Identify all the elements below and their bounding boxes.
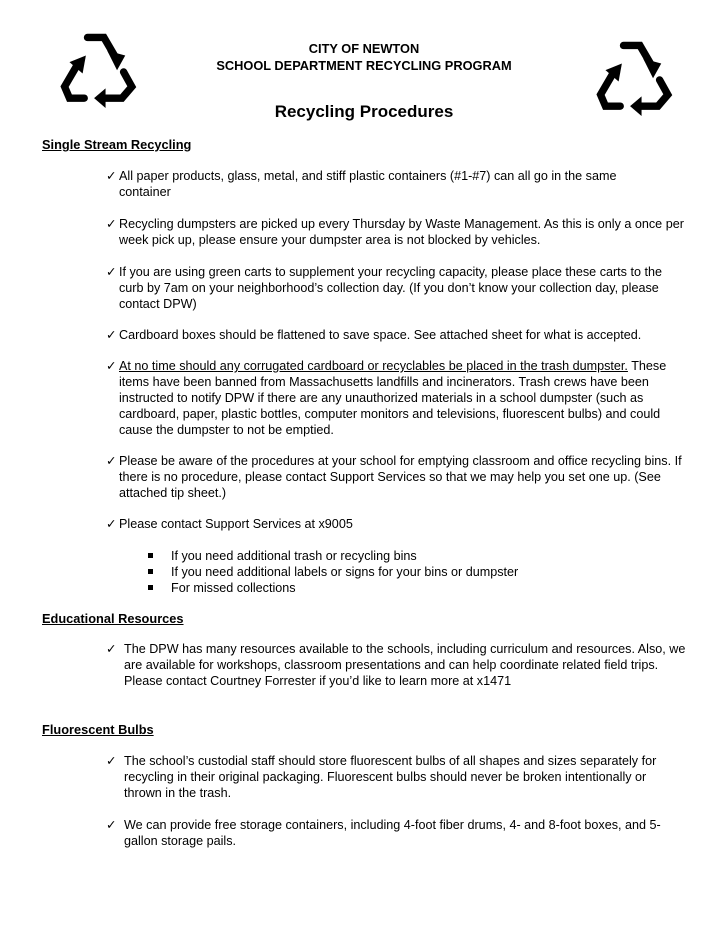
checkmark-icon: ✓: [106, 328, 117, 342]
section-heading-single-stream: Single Stream Recycling: [42, 137, 192, 152]
checkmark-icon: ✓: [106, 454, 117, 468]
checkmark-icon: ✓: [106, 265, 117, 279]
list-item: ✓ The school’s custodial staff should store fluorescent bulbs of all shapes and sizes separately for recycling in their original packaging. Fluorescent bulbs should never be broken intentionally or thrown in the trash.: [106, 754, 657, 800]
checkmark-icon: ✓: [106, 818, 117, 832]
checkmark-icon: ✓: [106, 754, 117, 768]
list-item: ✓ Recycling dumpsters are picked up every Thursday by Waste Management. As this is only a once per week pick up, please ensure your dumpster area is not blocked by vehicles.: [106, 217, 684, 247]
checkmark-icon: ✓: [106, 359, 117, 373]
page-title: Recycling Procedures: [274, 102, 454, 121]
city-name: CITY OF NEWTON: [308, 41, 420, 56]
list-item: ✓ Please be aware of the procedures at your school for emptying classroom and office recycling bins. If there is no procedure, please contact Support Services so that we may help you set one up. (See attached tip sheet.): [106, 454, 682, 500]
checkmark-icon: ✓: [106, 169, 117, 183]
square-bullet-icon: [148, 569, 153, 574]
document-header: [0, 40, 728, 121]
program-name: SCHOOL DEPARTMENT RECYCLING PROGRAM: [216, 58, 512, 73]
checkmark-icon: ✓: [106, 642, 117, 656]
list-item: ✓ All paper products, glass, metal, and stiff plastic containers (#1-#7) can all go in the same container: [106, 169, 617, 199]
list-item: ✓ Please contact Support Services at x9005: [106, 517, 353, 531]
list-item: ✓ The DPW has many resources available to the schools, including curriculum and resources. Also, we are available for workshops, classroom presentations and can help coordinate related field trips. Please contact Courtney Forrester if you’d like to learn more at x1471: [106, 642, 686, 688]
list-item: ✓ At no time should any corrugated cardboard or recyclables be placed in the trash dumpster. These items have been banned from Massachusetts landfills and incinerators. Trash crews have been instructed to notify DPW if there are any unauthorized materials in a school dumpster (such as cardboard, paper, plastic bottles, computer monitors and televisions, fluorescent bulbs) and could cause the dumpster to not be emptied.: [106, 359, 667, 437]
checkmark-icon: ✓: [106, 217, 117, 231]
list-item: ✓ Cardboard boxes should be flattened to save space. See attached sheet for what is accepted.: [106, 328, 642, 342]
list-item: ✓ We can provide free storage containers, including 4-foot fiber drums, 4- and 8-foot boxes, and 5-gallon storage pails.: [106, 818, 661, 848]
list-item: ✓ If you are using green carts to supplement your recycling capacity, please place these carts to the curb by 7am on your neighborhood’s collection day. (If you don’t know your collection day, please contact DPW): [106, 265, 662, 311]
banned-notice: At no time should any corrugated cardboard or recyclables be placed in the trash dumpster.: [119, 359, 628, 373]
section-heading-educational: Educational Resources: [42, 611, 184, 626]
square-bullet-icon: [148, 553, 153, 558]
square-bullet-icon: [148, 585, 153, 590]
section-heading-fluorescent: Fluorescent Bulbs: [42, 722, 154, 737]
checkmark-icon: ✓: [106, 517, 117, 531]
